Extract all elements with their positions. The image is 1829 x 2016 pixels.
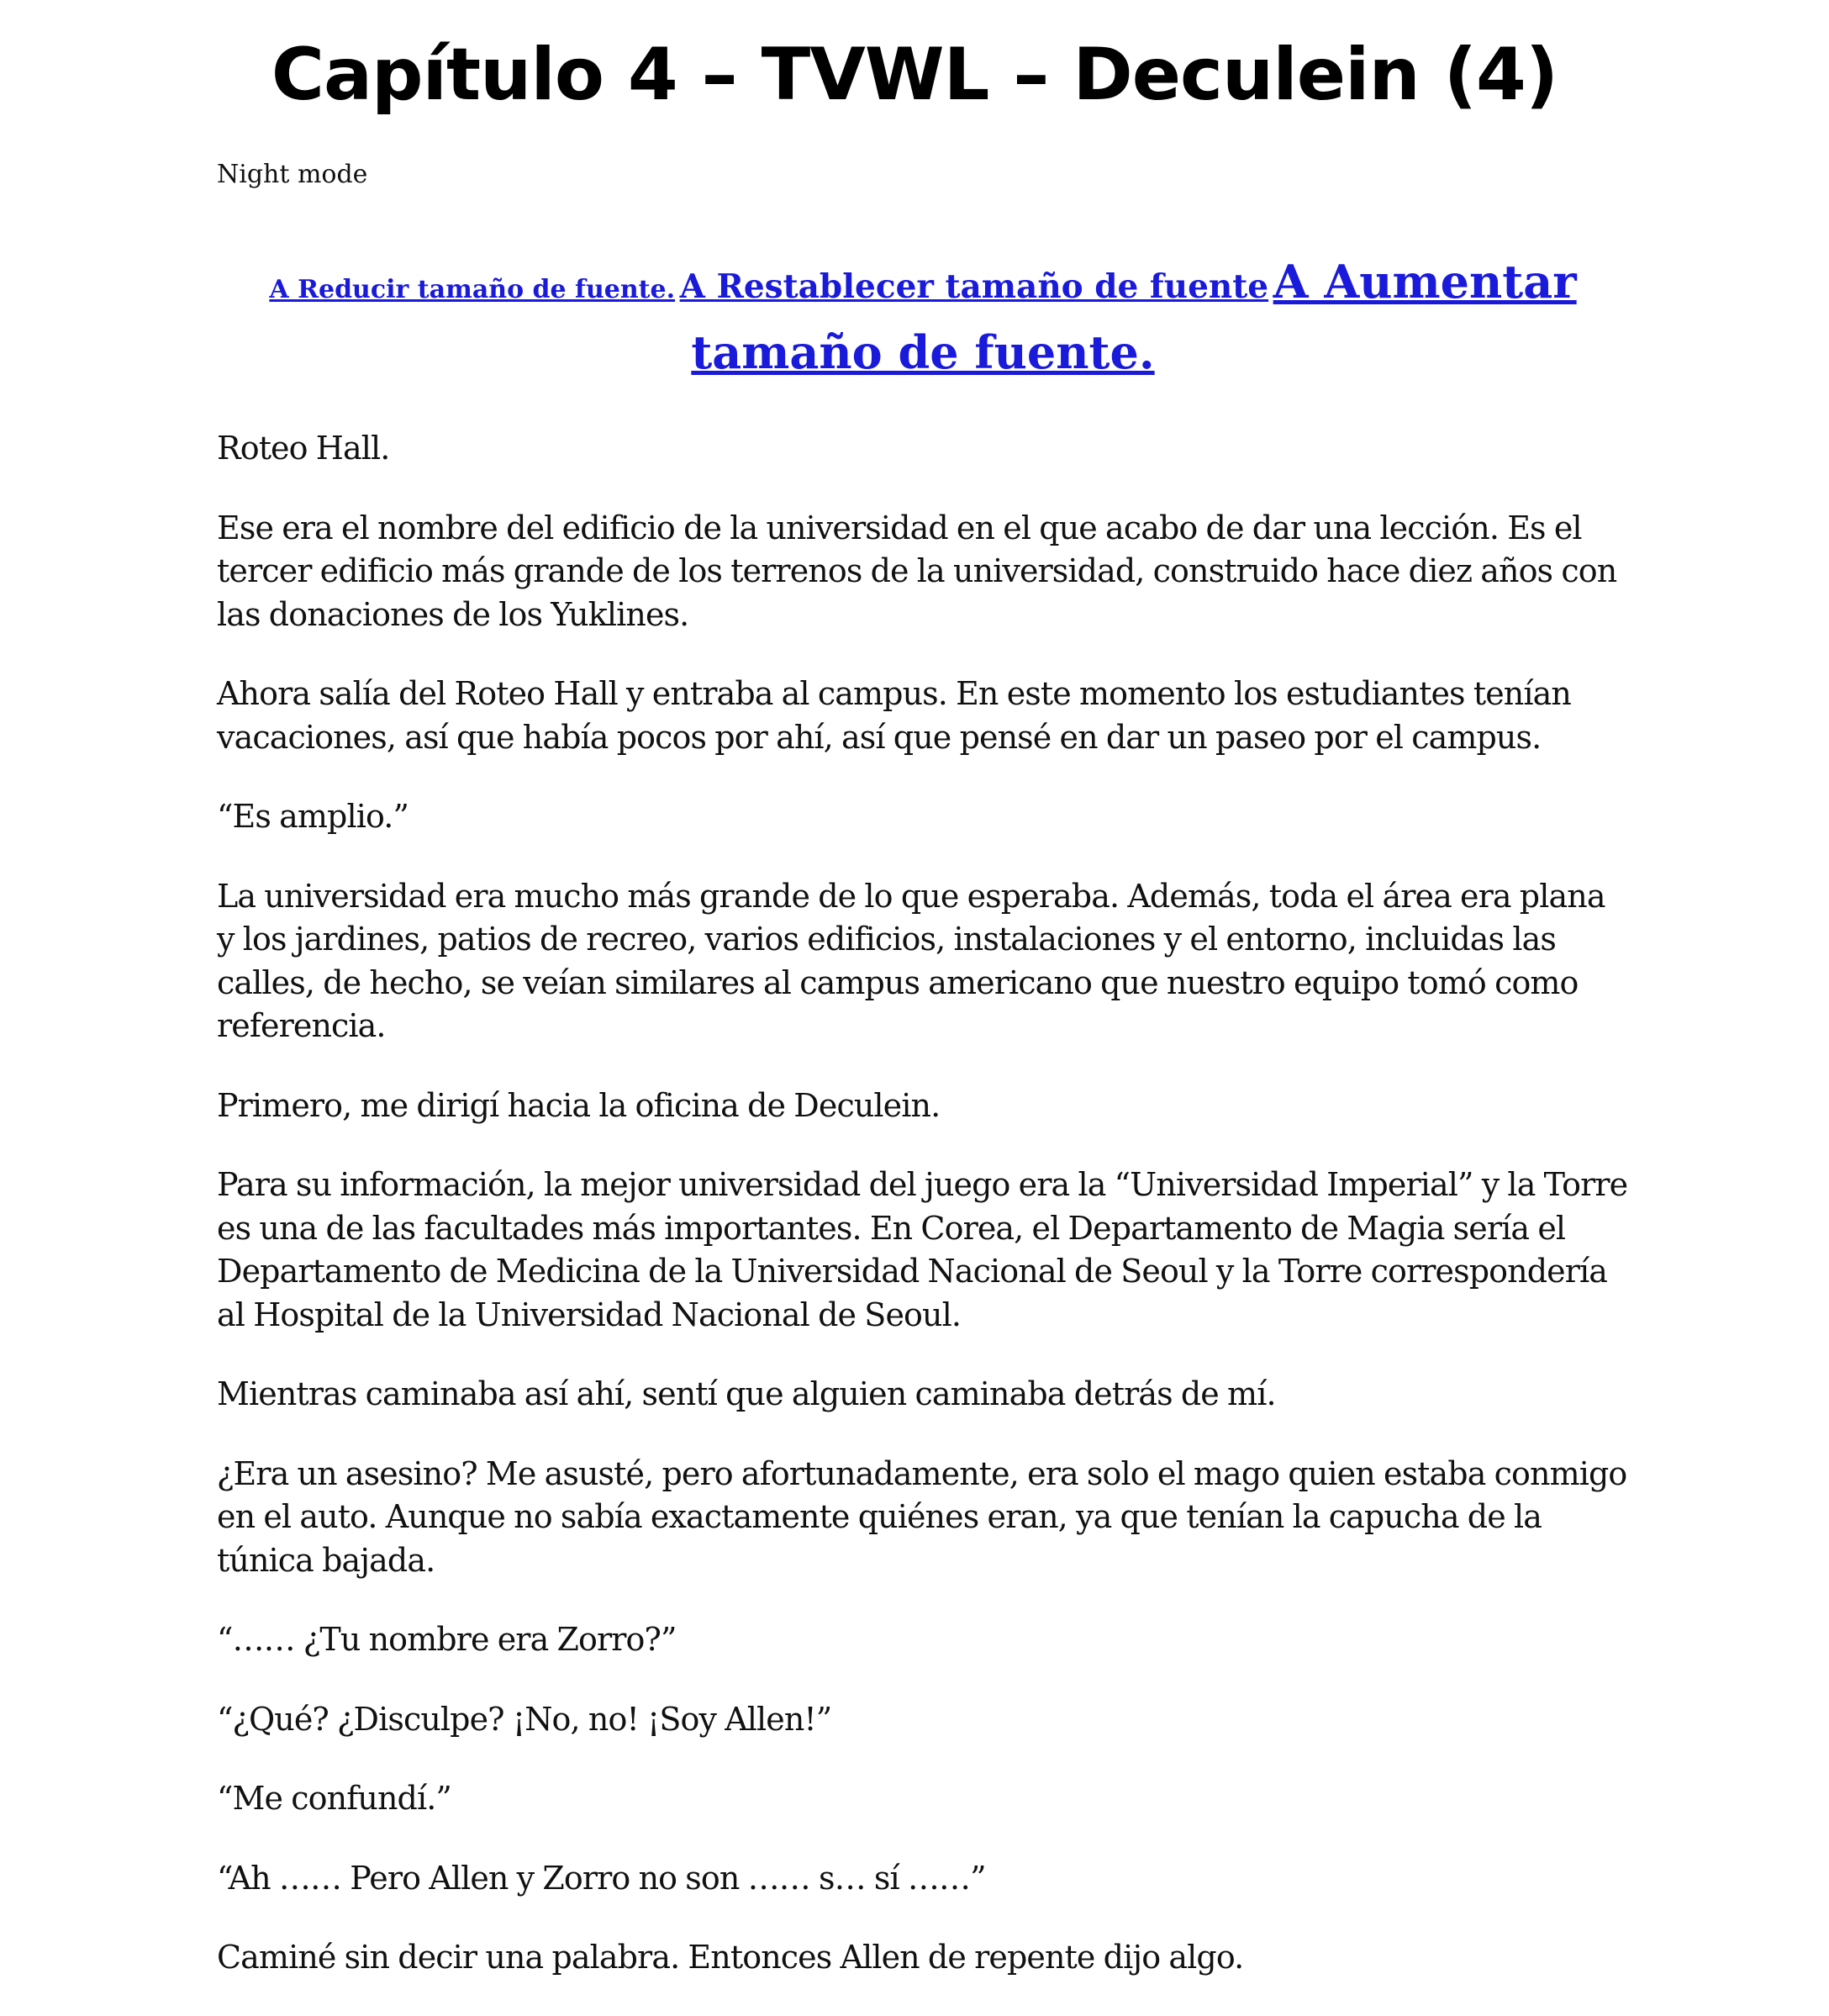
paragraph: “…… ¿Tu nombre era Zorro?” [217,1621,677,1658]
paragraph: Caminé sin decir una palabra. Entonces Allen de repente dijo algo. [217,1939,1244,1976]
night-mode-toggle[interactable]: Night mode [217,160,368,189]
font-size-controls [217,252,1629,393]
paragraph: Roteo Hall. [217,430,390,467]
chapter-title: Capítulo 4 – TVWL – Deculein (4) [271,33,1558,117]
paragraph: Mientras caminaba así ahí, sentí que alguien caminaba detrás de mí. [217,1375,1276,1412]
paragraph: Ese era el nombre del edificio de la universidad en el que acabo de dar una lección. Es el tercer edificio más grande de los terrenos de la universidad, construido hace diez años con las donaciones de los Yuklines. [217,509,1617,633]
paragraph: La universidad era mucho más grande de lo que esperaba. Además, toda el área era plana y los jardines, patios de recreo, varios edificios, instalaciones y el entorno, incluidas las calles, de hecho, se veían similares al campus americano que nuestro equipo tomó como referencia. [217,877,1605,1044]
reset-font-link[interactable]: A Restablecer tamaño de fuente [679,267,1269,306]
paragraph: Primero, me dirigí hacia la oficina de Deculein. [217,1086,941,1124]
paragraph: “Me confundí.” [217,1780,451,1817]
paragraph: Ahora salía del Roteo Hall y entraba al campus. En este momento los estudiantes tenían vacaciones, así que había pocos por ahí, así que pensé en dar un paseo por el campus. [217,675,1571,756]
paragraph: “¿Qué? ¿Disculpe? ¡No, no! ¡Soy Allen!” [217,1700,832,1738]
paragraph: Para su información, la mejor universidad del juego era la “Universidad Imperial” y la Torre es una de las facultades más importantes. En Corea, el Departamento de Magia sería el Departamento de Medicina de la Universidad Nacional de Seoul y la Torre correspondería al Hospital de la Universidad Nacional de Seoul. [217,1166,1628,1333]
chapter-body [217,427,1629,1980]
decrease-font-link[interactable]: A Reducir tamaño de fuente. [269,275,676,304]
paragraph: ¿Era un asesino? Me asusté, pero afortunadamente, era solo el mago quien estaba conmigo en el auto. Aunque no sabía exactamente quiénes eran, ya que tenían la capucha de la túnica bajada. [217,1454,1627,1579]
increase-font-link[interactable]: A Aumentar tamaño de fuente. [691,255,1577,379]
paragraph: “Ah …… Pero Allen y Zorro no son …… s… sí ……” [217,1859,986,1897]
content-area [217,156,1629,2016]
paragraph: “Es amplio.” [217,798,408,835]
